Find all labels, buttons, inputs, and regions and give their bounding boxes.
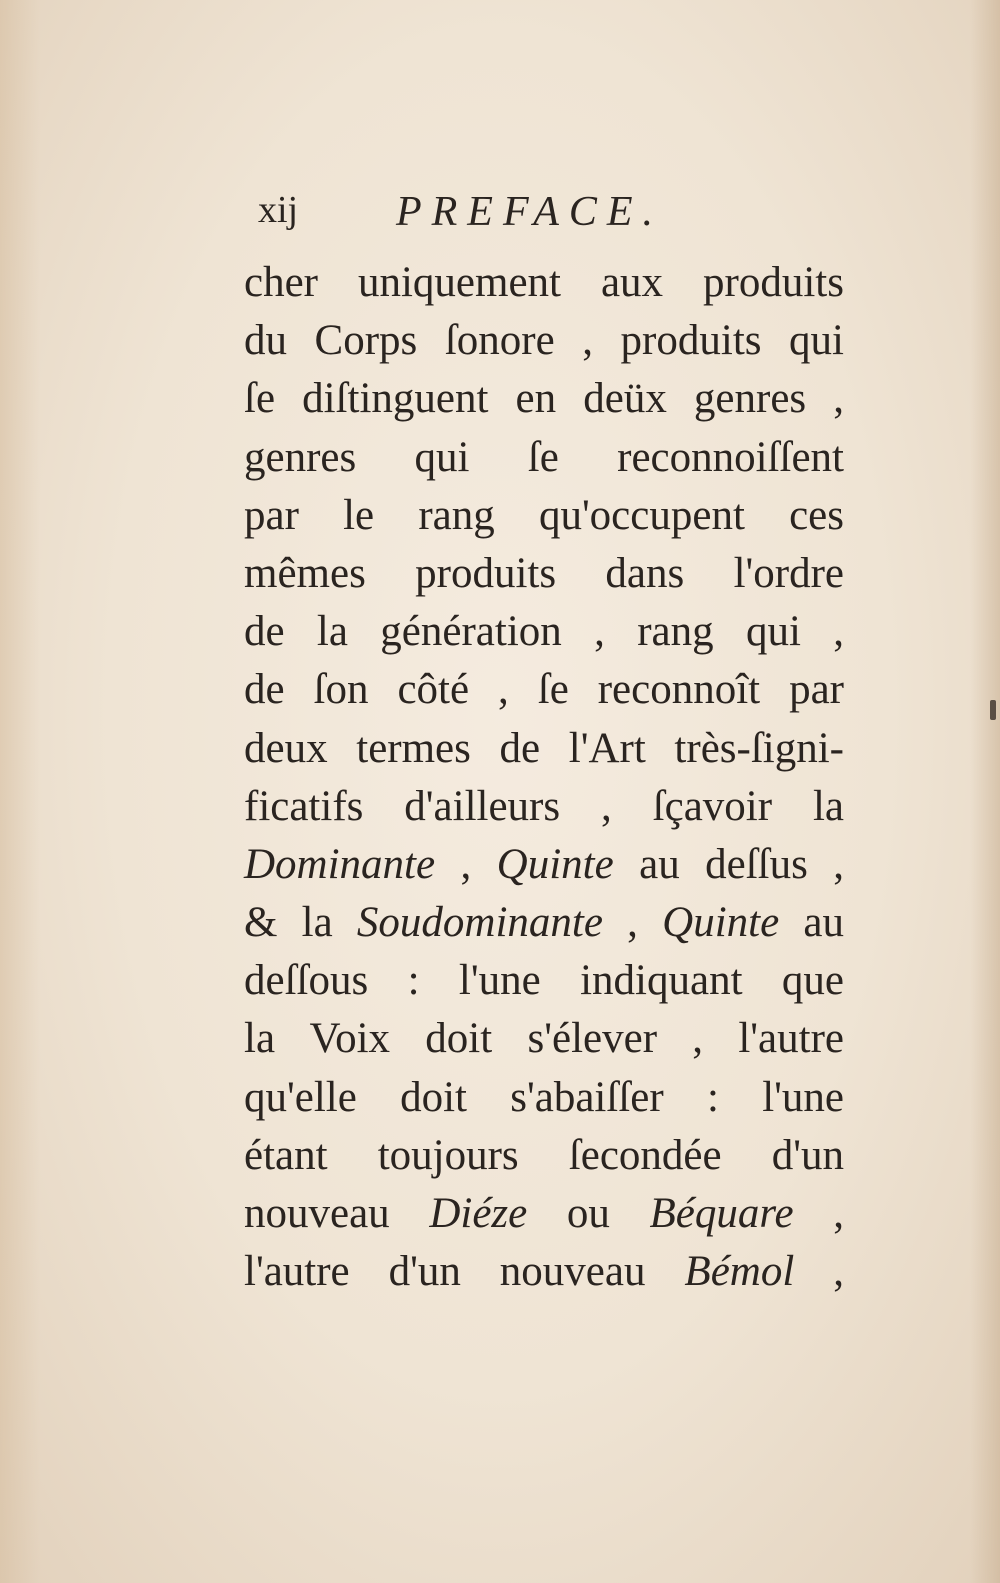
text-run: genres qui ſe reconnoiſſent — [244, 433, 844, 481]
text-line — [244, 1127, 844, 1185]
text-run: l'autre d'un nouveau — [244, 1248, 685, 1296]
italic-term: Dominante — [244, 840, 436, 888]
text-line — [244, 720, 844, 778]
text-line — [244, 603, 844, 661]
italic-term: Soudominante — [356, 899, 603, 947]
text-line — [244, 836, 844, 894]
text-run: ou — [527, 1190, 650, 1237]
text-run: deſſous : l'une indiquant que — [244, 957, 844, 1005]
text-run: du Corps ſonore , produits qui — [244, 317, 844, 365]
text-run: au — [779, 899, 845, 947]
text-line — [244, 1243, 844, 1301]
text-line — [244, 487, 844, 545]
text-line — [244, 1010, 844, 1068]
italic-term: Bémol — [684, 1248, 795, 1296]
page-edge-shadow — [970, 0, 1000, 1583]
text-run: mêmes produits dans l'ordre — [244, 549, 844, 597]
text-line — [244, 1185, 844, 1243]
text-run: qu'elle doit s'abaiſſer : l'une — [244, 1073, 844, 1121]
text-line — [244, 312, 844, 370]
text-run: de ſon côté , ſe reconnoît par — [244, 666, 844, 714]
italic-term: Béquare — [649, 1190, 794, 1237]
text-run: cher uniquement aux produits — [244, 259, 844, 306]
italic-term: Diéze — [429, 1190, 528, 1237]
body-text — [244, 254, 844, 1301]
text-run: & la — [244, 899, 357, 947]
text-line — [244, 894, 844, 952]
text-run: ficatifs d'ailleurs , ſçavoir la — [244, 782, 844, 830]
text-run: au deſſus , — [613, 840, 844, 888]
text-run: , — [793, 1190, 845, 1237]
running-title: PREFACE. — [396, 189, 664, 235]
italic-term: Quinte — [496, 840, 614, 888]
text-line — [244, 545, 844, 603]
text-run: , — [602, 899, 663, 947]
text-run: nouveau — [244, 1190, 430, 1237]
text-run: deux termes de l'Art très-ſigni- — [244, 724, 844, 772]
text-run: de la génération , rang qui , — [244, 608, 844, 656]
text-line — [244, 952, 844, 1010]
text-line — [244, 661, 844, 719]
text-run: , — [794, 1248, 844, 1296]
page-header — [258, 188, 728, 248]
page-number: xij — [258, 189, 299, 231]
text-line — [244, 429, 844, 487]
text-line — [244, 778, 844, 836]
italic-term: Quinte — [662, 899, 780, 947]
text-run: étant toujours ſecondée d'un — [244, 1131, 844, 1179]
text-run: la Voix doit s'élever , l'autre — [244, 1015, 844, 1063]
text-line — [244, 254, 844, 312]
text-run: par le rang qu'occupent ces — [244, 491, 844, 539]
text-run: , — [435, 840, 497, 888]
page-edge-mark — [990, 700, 996, 720]
text-line — [244, 370, 844, 428]
page-gutter-shadow — [0, 0, 40, 1583]
text-line — [244, 1069, 844, 1127]
text-run: ſe diſtinguent en deüx genres , — [244, 375, 844, 423]
